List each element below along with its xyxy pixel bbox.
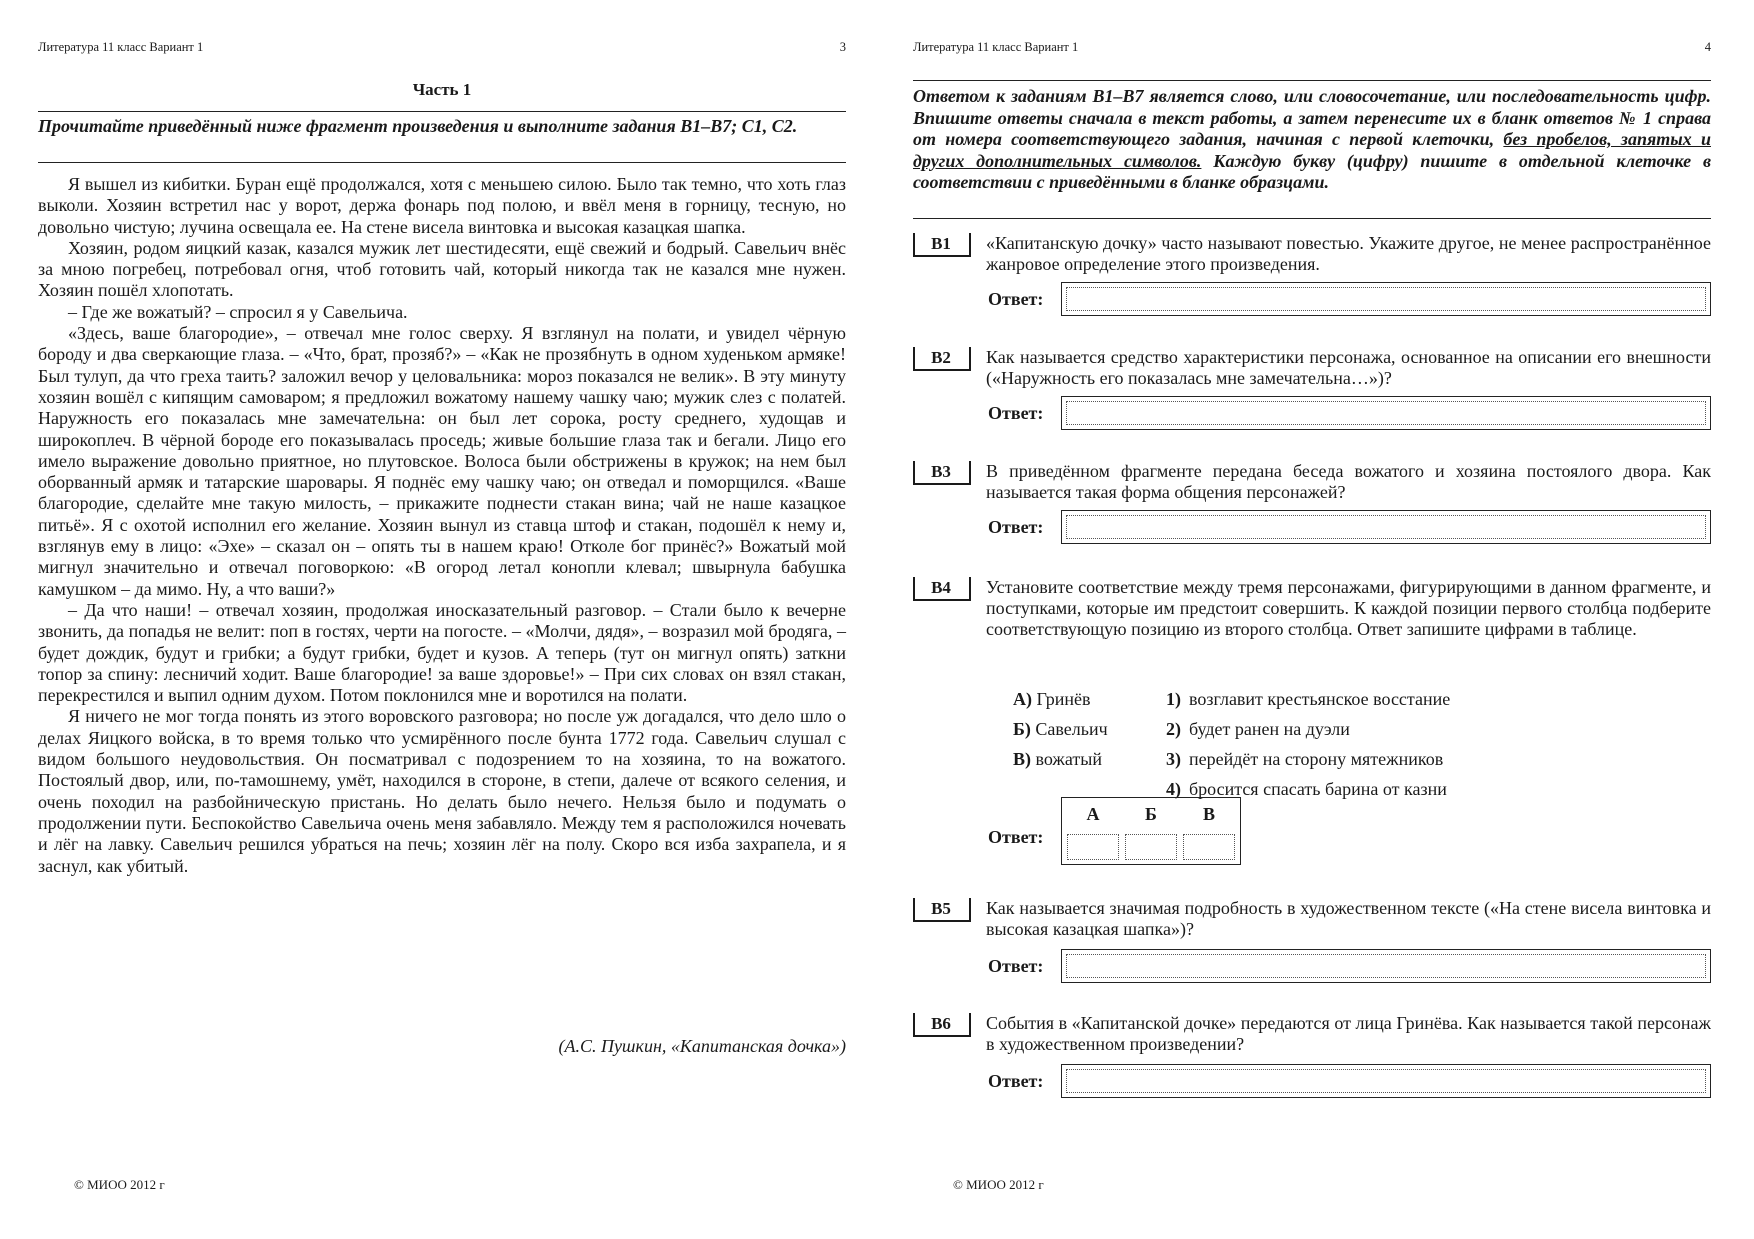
passage-paragraph: Хозяин, родом яицкий казак, казался мужик лет шестидесяти, ещё свежий и бодрый. Савельич внёс за мною погребец, потребовал огня, чтоб готовить чай, который никогда так не казался мне нужен. Хозяин пошёл хлопотать.	[38, 237, 846, 301]
character-item: Б) Савельич	[1013, 719, 1108, 739]
table-header: Б	[1145, 804, 1157, 824]
answer-label: Ответ:	[988, 517, 1044, 537]
task-question: Как называется средство характеристики персонажа, основанное на описании его внешности («Наружность его показалась мне замечательна…»)?	[986, 347, 1711, 388]
page-number: 3	[839, 40, 846, 54]
answer-label: Ответ:	[988, 827, 1044, 847]
task-question: Установите соответствие между тремя персонажами, фигурирующими в данном фрагменте, и поступками, которые им предстоит совершить. К каждой позиции первого столбца подберите соответствующую позицию из второго столбца. Ответ запишите цифрами в таблице.	[986, 577, 1711, 639]
footer-copyright: © МИОО 2012 г	[953, 1177, 1044, 1192]
task-instruction: Прочитайте приведённый ниже фрагмент произведения и выполните задания В1–В7; С1, С2.	[38, 116, 798, 136]
right-page	[913, 0, 1711, 1239]
instruction-text: Каждую букву (цифру) пишите в отдельной клеточке в соответствии с приведёнными в бланке образцами.	[913, 150, 1711, 192]
answer-label: Ответ:	[988, 1071, 1044, 1091]
divider	[913, 218, 1711, 219]
running-header	[38, 40, 846, 56]
literary-passage	[38, 174, 846, 877]
task-question: Как называется значимая подробность в художественном тексте («На стене висела винтовка и высокая казацкая шапка»)?	[986, 898, 1711, 939]
task-number-badge: B3	[913, 461, 971, 485]
action-item: 3) перейдёт на сторону мятежников	[1166, 749, 1444, 769]
footer-copyright: © МИОО 2012 г	[74, 1177, 165, 1192]
passage-paragraph: – Где же вожатый? – спросил я у Савельича.	[68, 301, 408, 322]
answer-input[interactable]	[1061, 282, 1711, 316]
header-title: Литература 11 класс Вариант 1	[913, 40, 1079, 54]
character-item: В) вожатый	[1013, 749, 1102, 769]
task-number-badge: B4	[913, 577, 971, 601]
table-header: В	[1202, 804, 1215, 824]
action-item: 4) бросится спасать барина от казни	[1166, 779, 1447, 799]
answer-input[interactable]	[1061, 1064, 1711, 1098]
answer-cell[interactable]	[1125, 834, 1177, 860]
table-header: А	[1086, 804, 1100, 824]
answer-cell[interactable]	[1067, 834, 1119, 860]
task-number-badge: B5	[913, 898, 971, 922]
page-number: 4	[1704, 40, 1711, 54]
answer-label: Ответ:	[988, 289, 1044, 309]
action-item: 2) будет ранен на дуэли	[1166, 719, 1350, 739]
answer-cell[interactable]	[1183, 834, 1235, 860]
source-citation: (А.С. Пушкин, «Капитанская дочка»)	[558, 1036, 846, 1056]
passage-paragraph: – Да что наши! – отвечал хозяин, продолжая иносказательный разговор. – Стали было к вечерне звонить, да попадья не велит: поп в гостях, черти на погосте. – «Молчи, дядя», – возразил мой бродяга, – будет дождик, будут и грибки; а будут грибки, будет и кузов. А теперь (тут он мигнул опять) заткни топор за спину: лесничий ходит. Ваше благородие! за ваше здоровье!» – При сих словах он взял стакан, перекрестился и выпил одним духом. Потом поклонился мне и воротился на полати.	[38, 599, 846, 706]
passage-paragraph: Я вышел из кибитки. Буран ещё продолжался, хотя с меньшею силою. Было так темно, что хоть глаз выколи. Хозяин встретил нас у ворот, держа фонарь под полою, и ввёл меня в горницу, тесную, но довольно чистую; лучина освещала ее. На стене висела винтовка и высокая казацкая шапка.	[38, 174, 846, 237]
divider	[38, 162, 846, 163]
left-page	[38, 0, 846, 1239]
divider	[38, 111, 846, 112]
passage-paragraph: «Здесь, ваше благородие», – отвечал мне голос сверху. Я взглянул на полати, и увидел чёрную бороду и два сверкающие глаза. – «Что, брат, прозяб?» – «Как не прозябнуть в одном худеньком армяке! Был тулуп, да что греха таить? заложил вечор у целовальника: мороз показался не велик». В эту минуту хозяин вошёл с кипящим самоваром; я предложил вожатому нашему чашку чаю; мужик слез с полатей. Наружность его показалась мне замечательна: он был лет сорока, росту среднего, худощав и широкоплеч. В чёрной бороде его показывалась проседь; живые большие глаза так и бегали. Лицо его имело выражение довольно приятное, но плутовское. Волоса были обстрижены в кружок; на нем был оборванный армяк и татарские шаровары. Я поднёс ему чашку чаю; он отведал и поморщился. «Ваше благородие, сделайте мне такую милость, – прикажите поднести стакан вина; чай не наше казацкое питьё». Я с охотой исполнил его желание. Хозяин вынул из ставца штоф и стакан, подошёл к нему и, взглянув ему в лицо: «Эхе» – сказал он – опять ты в нашем краю! Отколе бог принёс?» Вожатый мой мигнул значительно и отвечал поговоркою: «В огород летал конопли клевал; швырнула бабушка камушком – да мимо. Ну, а что ваши?»	[38, 323, 846, 599]
task-number-badge: B2	[913, 347, 971, 371]
running-header	[913, 40, 1711, 56]
instruction-underlined: без пробелов, запятых и других дополнительных символов.	[913, 129, 1711, 171]
answer-input[interactable]	[1061, 396, 1711, 430]
character-item: А) Гринёв	[1013, 689, 1091, 709]
answer-label: Ответ:	[988, 403, 1044, 423]
answer-label: Ответ:	[988, 956, 1044, 976]
task-question: В приведённом фрагменте передана беседа вожатого и хозяина постоялого двора. Как называется такая форма общения персонажей?	[986, 461, 1711, 502]
task-question: «Капитанскую дочку» часто называют повестью. Укажите другое, не менее распространённое жанровое определение этого произведения.	[986, 233, 1711, 274]
answer-input[interactable]	[1061, 949, 1711, 983]
task-question: События в «Капитанской дочке» передаются от лица Гринёва. Как называется такой персонаж в художественном произведении?	[986, 1013, 1711, 1054]
task-number-badge: B6	[913, 1013, 971, 1037]
passage-paragraph: Я ничего не мог тогда понять из этого воровского разговора; но после уж догадался, что дело шло о делах Яицкого войска, в то время только что усмирённого после бунта 1772 года. Савельич слушал с видом большого неудовольствия. Он посматривал с подозрением то на хозяина, то на вожатого. Постоялый двор, или, по-тамошнему, умёт, находился в стороне, в степи, далече от всякого селения, и очень походил на разбойническую пристань. Но делать было нечего. Нельзя было и подумать о продолжении пути. Беспокойство Савельича очень меня забавляло. Между тем я расположился ночевать и лёг на лавку. Савельич решился убраться на печь; хозяин лёг на полу. Скоро вся изба захрапела, и я заснул, как убитый.	[38, 706, 846, 876]
answer-instruction	[913, 86, 1711, 194]
answer-table	[1061, 797, 1241, 865]
action-item: 1) возглавит крестьянское восстание	[1166, 689, 1451, 709]
answer-input[interactable]	[1061, 510, 1711, 544]
part-title: Часть 1	[412, 80, 472, 99]
instruction-text: Ответом к заданиям В1–В7 является слово, или словосочетание, или последовательность цифр. Впишите ответы сначала в текст работы, а затем перенесите их в бланк ответов № 1 справа от номера соответствующего задания, начиная с первой клеточки,	[913, 86, 1711, 149]
header-title: Литература 11 класс Вариант 1	[38, 40, 204, 54]
divider	[913, 80, 1711, 81]
task-number-badge: B1	[913, 233, 971, 257]
